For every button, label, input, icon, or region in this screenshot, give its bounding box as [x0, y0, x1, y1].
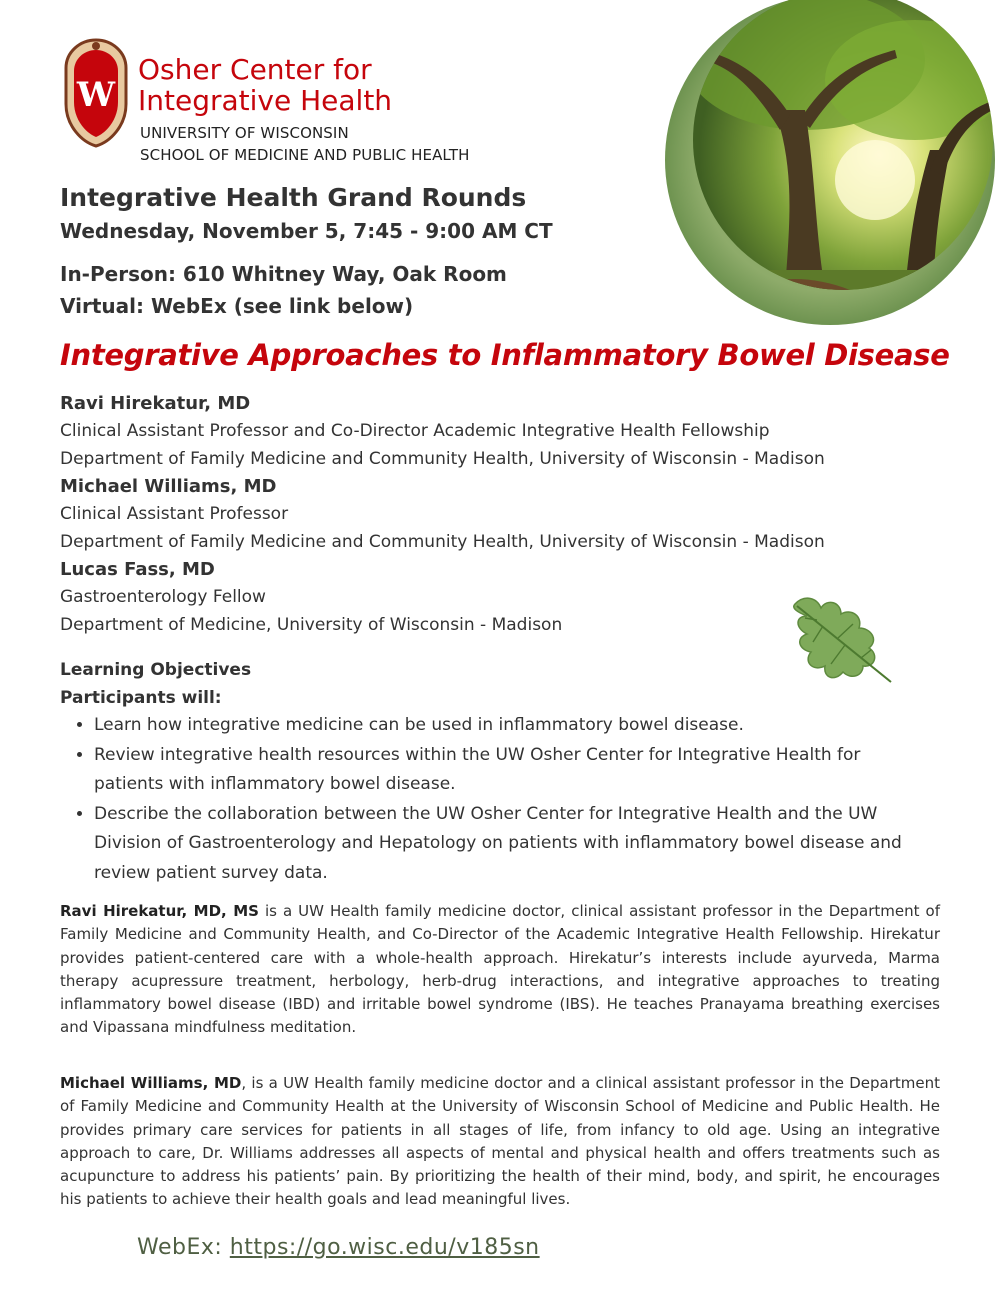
event-date: Wednesday, November 5, 7:45 - 9:00 AM CT: [60, 219, 553, 243]
event-title: Integrative Health Grand Rounds: [60, 183, 527, 212]
bio-name: Michael Williams, MD: [60, 1074, 242, 1092]
org-subtitle: [140, 122, 469, 166]
speaker: [60, 390, 860, 473]
org-name-line2: Integrative Health: [138, 84, 393, 117]
objective-item: • Describe the collaboration between the UW Osher Center for Integrative Health and the UW Division of Gastroenterology and Hepatology on patients with inflammatory bowel disease and review patient survey data.: [94, 800, 920, 889]
speaker-role: Clinical Assistant Professor and Co-Director Academic Integrative Health Fellowship: [60, 421, 770, 441]
uw-crest-logo: [60, 38, 132, 148]
speaker: [60, 473, 860, 556]
webex-link[interactable]: https://go.wisc.edu/v185sn: [229, 1235, 540, 1260]
speaker-dept: Department of Family Medicine and Community Health, University of Wisconsin - Madison: [60, 531, 825, 552]
tree-hero-image: [665, 0, 1000, 330]
org-name-line1: Osher Center for: [138, 53, 372, 86]
svg-text:W: W: [76, 75, 116, 115]
speaker-dept: Department of Medicine, University of Wisconsin - Madison: [60, 614, 563, 635]
event-in-person-location: In-Person: 610 Whitney Way, Oak Room: [60, 262, 507, 286]
talk-title: Integrative Approaches to Inflammatory Bowel Disease: [60, 338, 950, 372]
event-virtual-location: Virtual: WebEx (see link below): [60, 294, 414, 318]
objectives-list: [60, 711, 920, 888]
org-name: [138, 54, 392, 116]
speaker-name: Lucas Fass, MD: [60, 559, 215, 580]
speaker-role: Clinical Assistant Professor: [60, 504, 289, 524]
objective-item: • Learn how integrative medicine can be used in inflammatory bowel disease.: [94, 711, 920, 741]
objective-item: • Review integrative health resources within the UW Osher Center for Integrative Health for patients with inflammatory bowel disease.: [94, 741, 920, 800]
speaker-dept: Department of Family Medicine and Community Health, University of Wisconsin - Madison: [60, 448, 825, 469]
objectives-header: [60, 656, 251, 712]
webex-line: [137, 1235, 540, 1260]
speakers-list: [60, 390, 860, 639]
bio-text: , is a UW Health family medicine doctor and a clinical assistant professor in the Department of Family Medicine and Community Health at the University of Wisconsin School of Medicine and Public Health. He provides primary care services for patients in all stages of life, from infancy to old age. Using an integrative approach to care, Dr. Williams addresses all aspects of mental and physical health and offers treatments such as acupuncture to address his patients’ pain. By prioritizing the health of their mind, body, and spirit, he encourages his patients to achieve their health goals and lead meaningful lives.: [60, 1074, 941, 1209]
org-sub-line2: SCHOOL OF MEDICINE AND PUBLIC HEALTH: [140, 146, 470, 164]
webex-label: WebEx:: [137, 1235, 230, 1260]
bio-ravi-hirekatur: [60, 900, 940, 1040]
org-sub-line1: UNIVERSITY OF WISCONSIN: [140, 124, 349, 142]
speaker: [60, 556, 860, 639]
bio-text: is a UW Health family medicine doctor, clinical assistant professor in the Department of Family Medicine and Community Health, and Co-Director of the Academic Integrative Health Fellowship. Hirekatur provides patient-centered care with a whole-health approach. Hirekatur’s interests include ayurveda, Marma therapy acupressure treatment, herbology, herb-drug interactions, and integrative approaches to treating inflammatory bowel disease (IBD) and irritable bowel syndrome (IBS). He teaches Pranayama breathing exercises and Vipassana mindfulness meditation.: [60, 902, 940, 1037]
objectives-heading: Learning Objectives: [60, 660, 252, 680]
oak-leaf-icon: [783, 590, 898, 690]
speaker-name: Michael Williams, MD: [60, 476, 277, 497]
bio-name: Ravi Hirekatur, MD, MS: [60, 902, 259, 920]
objectives-subheading: Participants will:: [60, 688, 222, 708]
speaker-role: Gastroenterology Fellow: [60, 587, 266, 607]
bio-michael-williams: [60, 1072, 940, 1212]
speaker-name: Ravi Hirekatur, MD: [60, 393, 251, 414]
